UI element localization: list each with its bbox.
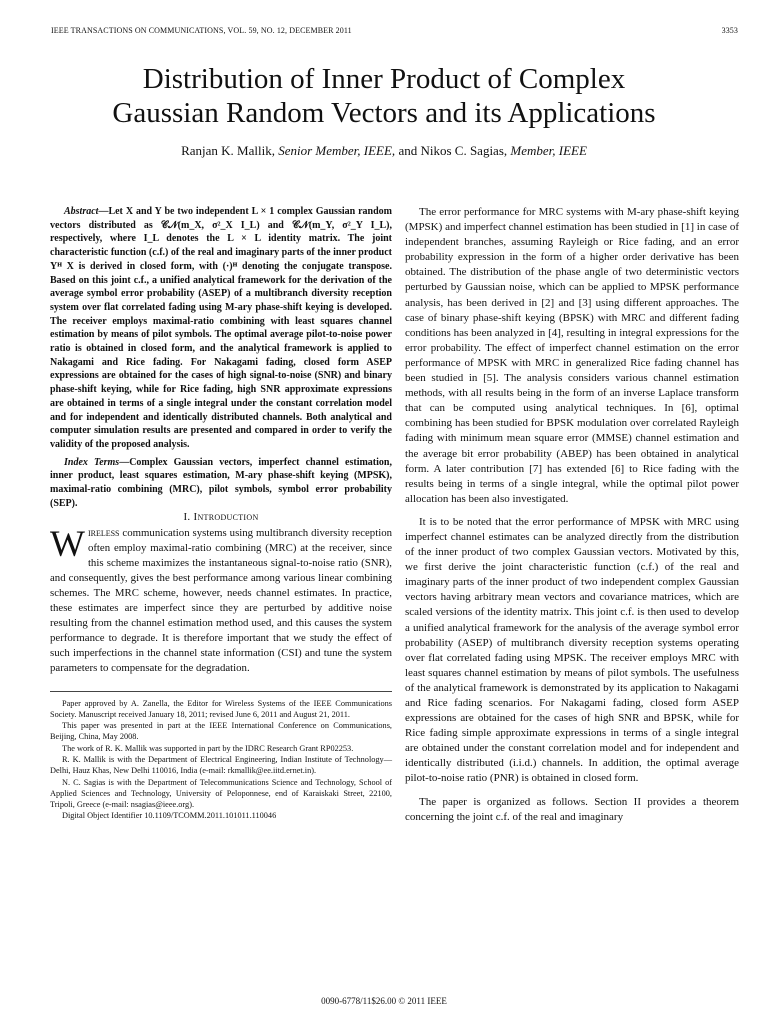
footnote-rule bbox=[50, 691, 392, 692]
footnote-presented: This paper was presented in part at the IEEE International Conference on Communications, Beijing, China, May 2008. bbox=[50, 721, 392, 742]
copyright-line: 0090-6778/11$26.00 © 2011 IEEE bbox=[321, 996, 447, 1006]
footnote-editor: Paper approved by A. Zanella, the Editor for Wireless Systems of the IEEE Communications Society. Manuscript received January 18, 2011; revised June 6, 2011 and August 21, 2011. bbox=[50, 698, 392, 719]
body-paragraph: It is to be noted that the error performance of MPSK with MRC using imperfect channel estimates can be analyzed directly from the distribution of the inner product of two complex Gaussian vectors. Motivated by this, we first derive the joint characteristic function (c.f.) of the real and imaginary parts of the inner product of two independent complex Gaussian vectors having arbitrary mean vectors and covariance matrices, which are scaled versions of the identity matrix. This joint c.f. is then used to develop a unified analytical framework for the analysis of the average symbol error probability (ASEP) of multibranch diversity reception systems operating over flat correlated fading using MPSK. The receiver employs MRC with least squares channel estimation by means of pilot symbols. The usefulness of the analytical framework is demonstrated by its application to Nakagami and Rice fading scenarios. For Nakagami fading, closed form ASEP expressions are obtained for the cases of high SNR and BPSK, while for Rice fading simple approximate expressions in terms of a single integral are obtained under the constant correlation model and for independent and identically distributed (i.i.d.) channels. In addition, the optimal average pilot-to-noise ratio (PNR) is obtained in closed form. bbox=[405, 515, 739, 785]
footnotes bbox=[50, 698, 392, 822]
title-line-2: Gaussian Random Vectors and its Applications bbox=[112, 97, 656, 129]
author-joiner: and bbox=[398, 143, 418, 158]
footnote-funding: The work of R. K. Mallik was supported in part by the IDRC Research Grant RP02253. bbox=[62, 743, 354, 753]
author-role-1: Senior Member, IEEE, bbox=[278, 143, 396, 158]
section-heading-introduction bbox=[50, 510, 392, 525]
right-column bbox=[405, 205, 739, 825]
page-number: 3353 bbox=[721, 26, 738, 35]
author-name-2: Nikos C. Sagias, bbox=[420, 143, 508, 158]
author-line bbox=[40, 143, 728, 159]
intro-paragraph bbox=[50, 523, 392, 677]
abstract bbox=[50, 205, 392, 452]
intro-first-word: ireless bbox=[87, 526, 120, 539]
index-terms bbox=[50, 456, 392, 511]
author-name-1: Ranjan K. Mallik, bbox=[181, 143, 275, 158]
body-paragraph: The error performance for MRC systems with M-ary phase-shift keying (MPSK) and imperfect channel estimation has been studied in [1] in case of independent branches, assuming Rayleigh or Rice fading, and an error probability expression in the form of a higher order derivative has been obtained. The distribution of the phase angle of two deterministic vectors perturbed by Gaussian noise, which can be applied to MPSK performance analysis, has been derived in [2] and [3] using different approaches. The case of binary phase-shift keying (BPSK) with MRC and different fading conditions has been analyzed in [4], resulting in integral expressions for the error probability. The effect of imperfect channel estimation on the error performance of MPSK with MRC in generalized Rice fading channel has been studied in [5]. The analysis considers various channel estimation methods, with all results being in the form of an inverse Laplace transform that can be computed using analytical techniques. In [6], optimal combining has been studied for BPSK modulation over correlated Rayleigh fading with minimum mean square error (MMSE) channel estimation and the average bit error probability (ABEP) has been obtained in analytical form. A later contribution [7] has extended [6] to Rice fading with the results being in terms of a single integral, while the optimal pilot power allocation has been also investigated. bbox=[405, 206, 739, 505]
running-head bbox=[51, 26, 738, 38]
paper-title bbox=[40, 62, 728, 130]
drop-cap: W bbox=[50, 523, 85, 565]
footnote-doi: Digital Object Identifier 10.1109/TCOMM.2011.101011.110046 bbox=[62, 811, 277, 821]
intro-text: communication systems using multibranch diversity reception often employ maximal-ratio combining (MRC) at the receiver, since this scheme maximizes the instantaneous signal-to-noise ratio (SNR), and consequently, gives the best performance among various linear combining schemes. The MRC scheme, however, needs channel estimates. In practice, these estimates are imperfect since they are perturbed by additive noise resulting from the channel estimation method used, and this causes the system performance to degrade. It is therefore important that we study the effect of such imperfections in the channel state information (CSI) and tune the system parameters to compensate for the degradation. bbox=[50, 526, 392, 675]
journal-header: IEEE TRANSACTIONS ON COMMUNICATIONS, VOL. 59, NO. 12, DECEMBER 2011 bbox=[51, 26, 352, 35]
section-numeral: I. bbox=[183, 511, 191, 524]
index-terms-lead: Index Terms bbox=[64, 456, 120, 468]
author-role-2: Member, IEEE bbox=[510, 143, 587, 158]
section-title: Introduction bbox=[193, 511, 259, 524]
body-paragraph: The paper is organized as follows. Section II provides a theorem concerning the joint c.f. of the real and imaginary bbox=[405, 795, 739, 823]
title-line-1: Distribution of Inner Product of Complex bbox=[142, 63, 626, 95]
abstract-lead: Abstract bbox=[64, 206, 99, 217]
index-terms-text: —Complex Gaussian vectors, imperfect channel estimation, inner product, least squares estimation, M-ary phase-shift keying (MPSK), maximal-ratio combining (MRC), pilot symbols, symbol error probability (SEP). bbox=[50, 456, 392, 509]
footnote-author-2: N. C. Sagias is with the Department of Telecommunications Science and Technology, School of Applied Sciences and Technology, University of Peloponnese, end of Karaiskaki Street, 22100, Tripoli, Greece (e-mail: nsagias@ieee.org). bbox=[50, 777, 392, 810]
left-column bbox=[50, 205, 392, 822]
footnote-author-1: R. K. Mallik is with the Department of Electrical Engineering, Indian Institute of Technology—Delhi, Hauz Khas, New Delhi 110016, India (e-mail: rkmallik@ee.iitd.ernet.in). bbox=[50, 754, 392, 776]
abstract-text: —Let X and Y be two independent L × 1 complex Gaussian random vectors distributed as 𝒞𝒩(m_X, σ²_X I_L) and 𝒞𝒩(m_Y, σ²_Y I_L), respectively, where I_L denotes the L × L identity matrix. The joint characteristic function (c.f.) of the real and imaginary parts of the inner product Yᴴ X is derived in closed form, with (·)ᴴ denoting the conjugate transpose. Based on this joint c.f., a unified analytical framework for the derivation of the average symbol error probability (ASEP) of a multibranch diversity reception system over flat correlated fading using M-ary phase-shift keying is developed. The receiver employs maximal-ratio combining with least squares channel estimation by means of pilot symbols. The optimal average pilot-to-noise power ratio is obtained in closed form, and the analytical framework is applied to Nakagami and Rice fading. For Nakagami fading, closed form ASEP expressions are obtained for the cases of high signal-to-noise (SNR) and binary phase-shift keying, while for Rice fading, high SNR approximate expressions are obtained in terms of a single integral under the constant correlation model and for independent and identically distributed channels. Both analytical and computer simulation results are presented and compared in order to verify the validity of the proposed analysis. bbox=[50, 206, 392, 450]
